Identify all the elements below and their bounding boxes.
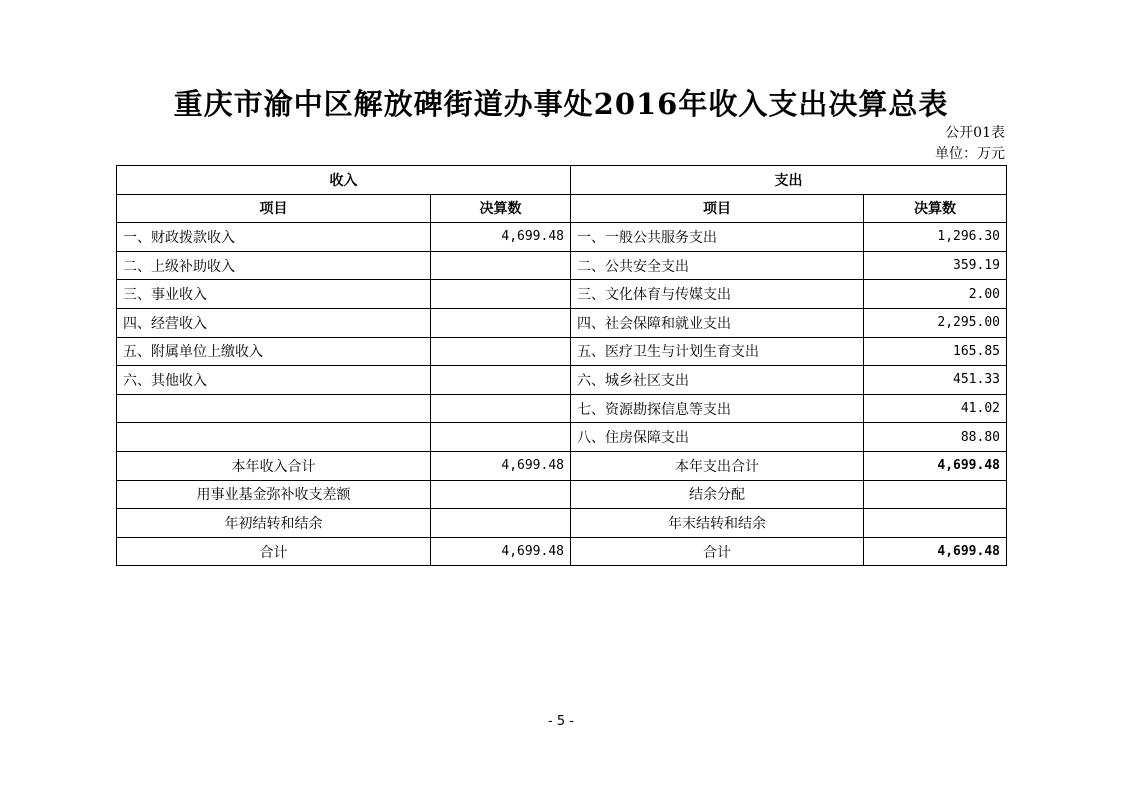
expense-amount: 359.19	[864, 251, 1007, 280]
expense-amount: 88.80	[864, 423, 1007, 452]
expense-summary-label: 结余分配	[571, 480, 864, 509]
table-row	[117, 337, 1007, 366]
unit-label: 单位：万元	[935, 146, 1005, 162]
expense-grand-total-label: 合计	[571, 537, 864, 566]
income-summary-amount	[431, 480, 571, 509]
income-amount	[431, 394, 571, 423]
income-header: 收入	[117, 166, 571, 195]
income-amount: 4,699.48	[431, 223, 571, 252]
expense-item: 六、城乡社区支出	[571, 366, 864, 395]
expense-summary-amount	[864, 509, 1007, 538]
table-row	[117, 251, 1007, 280]
income-amount	[431, 366, 571, 395]
income-amount-header: 决算数	[431, 194, 571, 223]
table-row	[117, 423, 1007, 452]
income-item	[117, 394, 431, 423]
income-amount	[431, 251, 571, 280]
section-header-row	[117, 166, 1007, 195]
income-total-amount: 4,699.48	[431, 451, 571, 480]
income-item: 二、上级补助收入	[117, 251, 431, 280]
expense-grand-total-amount: 4,699.48	[864, 537, 1007, 566]
expense-amount: 451.33	[864, 366, 1007, 395]
income-amount	[431, 308, 571, 337]
expense-item: 四、社会保障和就业支出	[571, 308, 864, 337]
table-row	[117, 308, 1007, 337]
table-row	[117, 394, 1007, 423]
income-amount	[431, 337, 571, 366]
income-item-header: 项目	[117, 194, 431, 223]
expense-total-amount: 4,699.48	[864, 451, 1007, 480]
expense-item: 一、一般公共服务支出	[571, 223, 864, 252]
budget-table	[116, 165, 1007, 566]
income-summary-amount	[431, 509, 571, 538]
page-title: 重庆市渝中区解放碑街道办事处2016年收入支出决算总表	[173, 87, 949, 121]
income-item: 三、事业收入	[117, 280, 431, 309]
form-code: 公开01表	[945, 125, 1005, 141]
income-item	[117, 423, 431, 452]
expense-item: 八、住房保障支出	[571, 423, 864, 452]
table-row	[117, 366, 1007, 395]
expense-item: 三、文化体育与传媒支出	[571, 280, 864, 309]
income-item: 六、其他收入	[117, 366, 431, 395]
expense-total-label: 本年支出合计	[571, 451, 864, 480]
grand-total-row	[117, 537, 1007, 566]
summary-row	[117, 451, 1007, 480]
summary-row	[117, 480, 1007, 509]
income-grand-total-label: 合计	[117, 537, 431, 566]
expense-item: 二、公共安全支出	[571, 251, 864, 280]
expense-amount: 165.85	[864, 337, 1007, 366]
income-amount	[431, 423, 571, 452]
expense-item: 五、医疗卫生与计划生育支出	[571, 337, 864, 366]
expense-summary-label: 年末结转和结余	[571, 509, 864, 538]
income-amount	[431, 280, 571, 309]
expense-amount: 41.02	[864, 394, 1007, 423]
income-total-label: 本年收入合计	[117, 451, 431, 480]
expense-amount: 2,295.00	[864, 308, 1007, 337]
income-summary-label: 年初结转和结余	[117, 509, 431, 538]
expense-item: 七、资源勘探信息等支出	[571, 394, 864, 423]
column-header-row	[117, 194, 1007, 223]
income-item: 五、附属单位上缴收入	[117, 337, 431, 366]
income-grand-total-amount: 4,699.48	[431, 537, 571, 566]
expense-header: 支出	[571, 166, 1007, 195]
income-item: 一、财政拨款收入	[117, 223, 431, 252]
summary-row	[117, 509, 1007, 538]
table-row	[117, 223, 1007, 252]
page-number: - 5 -	[548, 714, 574, 729]
income-summary-label: 用事业基金弥补收支差额	[117, 480, 431, 509]
table-row	[117, 280, 1007, 309]
expense-amount-header: 决算数	[864, 194, 1007, 223]
expense-summary-amount	[864, 480, 1007, 509]
expense-item-header: 项目	[571, 194, 864, 223]
expense-amount: 1,296.30	[864, 223, 1007, 252]
expense-amount: 2.00	[864, 280, 1007, 309]
income-item: 四、经营收入	[117, 308, 431, 337]
